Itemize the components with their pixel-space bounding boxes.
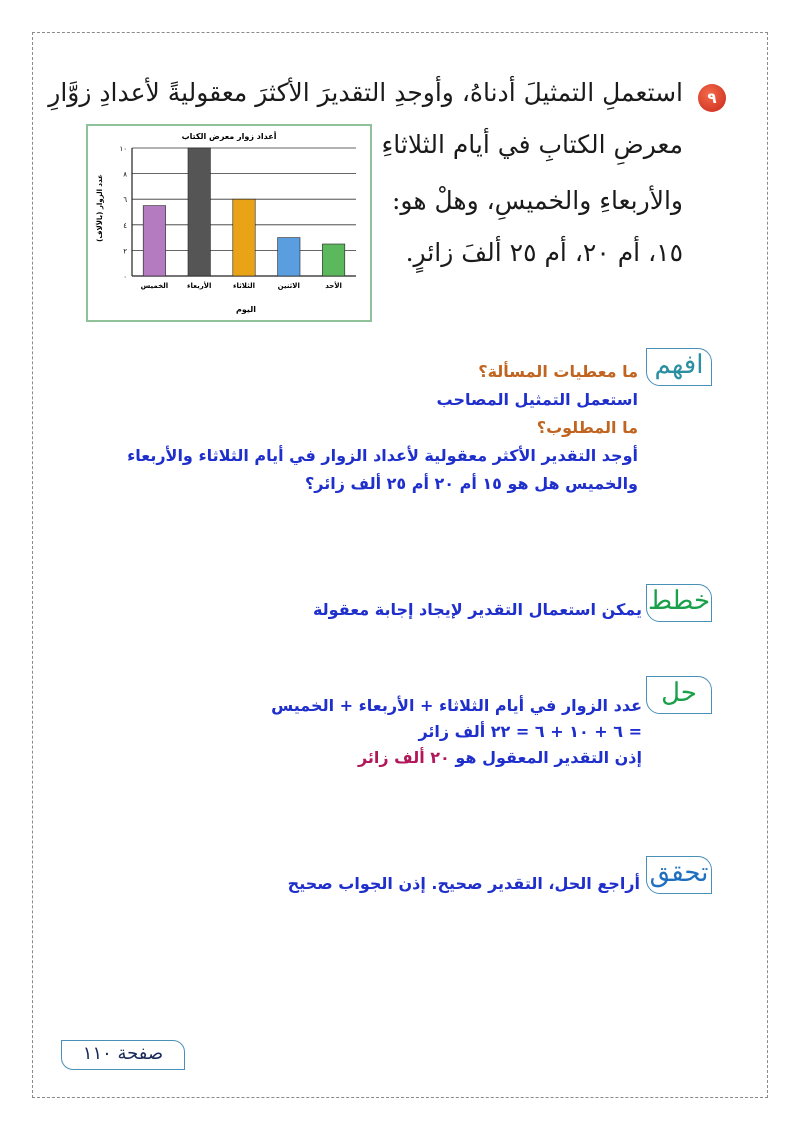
chart-bar — [188, 148, 210, 276]
chart-bar — [233, 199, 255, 276]
bar-chart-svg — [88, 126, 370, 320]
understand-label: افهم — [646, 348, 712, 386]
plan-section — [72, 584, 712, 628]
chart-bar — [143, 206, 165, 276]
required-answer-line-1: أوجد التقدير الأكثر معقولية لأعداد الزوار في أيام الثلاثاء والأربعاء — [127, 446, 638, 465]
chart-y-axis-label: عدد الزوار (بالآلاف) — [96, 174, 104, 242]
solve-conclusion-answer: ٢٠ ألف زائر — [357, 748, 450, 767]
chart-y-tick-label: ٢ — [123, 247, 127, 256]
problem-line-2: معرضِ الكتابِ في أيام الثلاثاءِ — [381, 130, 683, 159]
check-label: تحقق — [646, 856, 712, 894]
chart-y-tick-label: ٠ — [123, 273, 127, 281]
chart-x-tick-label: الخميس — [140, 282, 169, 290]
chart-y-tick-label: ١٠ — [119, 145, 127, 153]
chart-title: أعداد زوار معرض الكتاب — [181, 132, 277, 141]
check-section — [72, 856, 712, 900]
given-question: ما معطيات المسألة؟ — [478, 362, 638, 381]
problem-line-3: والأربعاءِ والخميسِ، وهلْ هو: — [391, 186, 683, 215]
problem-number-badge: ٩ — [698, 84, 726, 112]
page-number: صفحة ١١٠ — [61, 1040, 185, 1070]
chart-x-tick-label: الأحد — [325, 282, 342, 290]
chart-bar — [278, 238, 300, 276]
chart-x-tick-label: الثلاثاء — [232, 282, 256, 290]
chart-x-axis-label: اليوم — [236, 305, 256, 314]
solve-line-3 — [358, 748, 642, 767]
chart-y-tick-label: ٨ — [123, 170, 127, 179]
chart-y-tick-label: ٦ — [123, 196, 127, 205]
solve-section — [72, 676, 712, 796]
required-answer-line-2: والخميس هل هو ١٥ أم ٢٠ أم ٢٥ ألف زائر؟ — [305, 474, 638, 493]
problem-line-1: استعملِ التمثيلَ أدناهُ، وأوجدِ التقديرَ الأكثرَ معقوليةً لأعدادِ زوَّارِ — [48, 78, 683, 107]
understand-section — [72, 348, 712, 538]
solve-conclusion-prefix: إذن التقدير المعقول هو — [455, 748, 642, 767]
chart-x-tick-label: الاثنين — [277, 282, 300, 290]
plan-label: خطط — [646, 584, 712, 622]
solve-line-1: عدد الزوار في أيام الثلاثاء + الأربعاء + الخميس — [271, 696, 642, 715]
given-answer: استعمل التمثيل المصاحب — [436, 390, 638, 409]
plan-text: يمكن استعمال التقدير لإيجاد إجابة معقولة — [312, 600, 642, 619]
bar-chart — [86, 124, 372, 322]
chart-bar — [322, 244, 344, 276]
check-text: أراجع الحل، التقدير صحيح. إذن الجواب صحيح — [287, 874, 640, 893]
solve-label: حل — [646, 676, 712, 714]
chart-y-tick-label: ٤ — [123, 221, 127, 230]
required-question: ما المطلوب؟ — [536, 418, 638, 437]
solve-line-2: = ٦ + ١٠ + ٦ = ٢٢ ألف زائر — [418, 722, 642, 741]
chart-x-tick-label: الأربعاء — [186, 282, 212, 290]
problem-line-4: ١٥، أم ٢٠، أم ٢٥ ألفَ زائرٍ. — [405, 238, 683, 267]
